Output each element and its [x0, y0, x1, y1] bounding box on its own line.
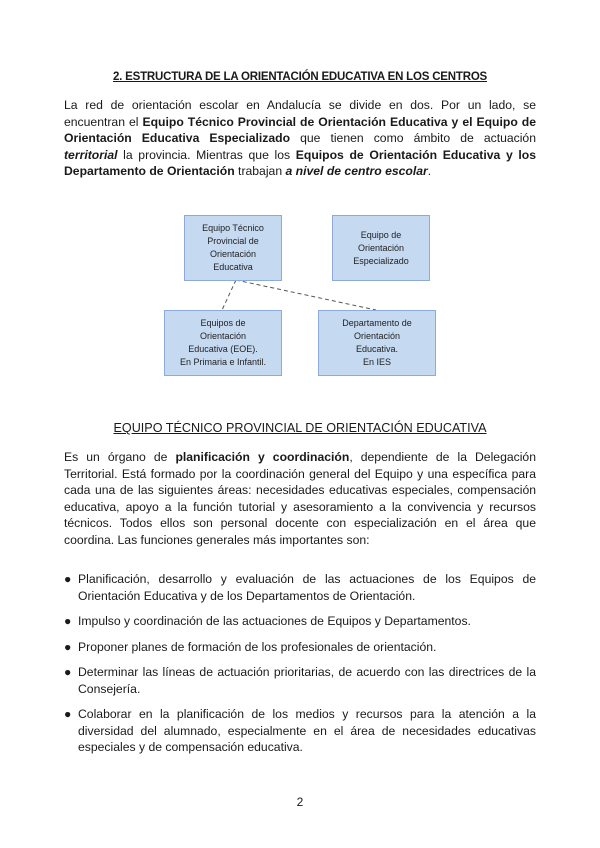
list-item [64, 639, 536, 656]
bullet-icon: ● [64, 614, 72, 628]
diagram-box-eoe-especializado [332, 215, 430, 281]
intro-bold-italic-1: territorial [64, 147, 118, 162]
diagram-box-eoe [164, 310, 282, 376]
list-item-text: Planificación, desarrollo y evaluación de las actuaciones de los Equipos de Orientación Educativa y de los Departamentos de Orientación. [78, 572, 536, 603]
etp-functions-list [64, 571, 536, 765]
section-title: 2. ESTRUCTURA DE LA ORIENTACIÓN EDUCATIVA EN LOS CENTROS [112, 71, 488, 83]
box-line: Especializado [353, 255, 409, 266]
box-line: Equipo de [360, 229, 402, 240]
bullet-icon: ● [64, 572, 72, 586]
intro-text-5: . [427, 164, 432, 178]
bullet-icon: ● [64, 639, 72, 654]
box-line: Orientación [353, 331, 400, 341]
box-line: Educativa [213, 262, 253, 272]
intro-text-4: trabajan [234, 164, 286, 178]
intro-bold-1: Equipo Técnico Provincial de Orientación Educativa y el Equipo de Orientación Educativa Especializado [64, 114, 536, 145]
intro-text-3: la provincia. Mientras que los [117, 147, 296, 162]
list-item [64, 613, 536, 630]
intro-bold-2: Equipos de Orientación Educativa y los Departamento de Orientación [64, 147, 537, 178]
page-number: 2 [296, 795, 304, 809]
box-line: Educativa. [355, 344, 398, 354]
list-item [64, 664, 536, 697]
intro-text-2: que tienen como ámbito de actuación [290, 131, 536, 145]
intro-bold-italic-2: a nivel de centro escolar [285, 164, 428, 178]
list-item-text: Determinar las líneas de actuación prioritarias, de acuerdo con las directrices de la Consejería. [78, 665, 536, 696]
box-line: Equipo Técnico [202, 223, 264, 233]
box-line: En IES [362, 357, 391, 367]
box-line: Orientación [199, 331, 246, 341]
list-item-text: Impulso y coordinación de las actuaciones de Equipos y Departamentos. [78, 614, 471, 628]
connector-etp-to-dpto [236, 280, 376, 310]
diagram-box-departamento [318, 310, 436, 376]
list-item-text: Colaborar en la planificación de los medios y recursos para la atención a la diversidad del alumnado, especialmente en el área de necesidades educativas especiales y de compensación educativa. [78, 707, 536, 754]
intro-text-1: La red de orientación escolar en Andalucía se divide en dos. Por un lado, se encuentran el [64, 98, 536, 129]
etp-paragraph [64, 449, 536, 548]
etp-text-1: Es un órgano de [64, 450, 176, 464]
etp-text-2: , dependiente de la Delegación Territorial. Está formado por la coordinación general del Equipo y una específica para cada una de las siguientes áreas: necesidades educativas especiales, compensación educativa, apoyo a la función tutorial y asesoramiento a la convivencia y recursos técnicos. Todos ellos son personal docente con especialización en el área que coordina. Las funciones generales más importantes son: [64, 450, 536, 547]
list-item [64, 706, 536, 756]
box-line: Provincial de [207, 236, 259, 246]
box-line: En Primaria e Infantil. [179, 357, 267, 367]
bullet-icon: ● [64, 665, 72, 679]
list-item [64, 571, 536, 604]
bullet-icon: ● [64, 707, 72, 721]
box-line: Orientación [357, 242, 404, 253]
box-line: Orientación [209, 249, 257, 259]
connector-etp-to-eoe [222, 280, 236, 310]
box-line: Departamento de [342, 318, 412, 328]
etp-heading: EQUIPO TÉCNICO PROVINCIAL DE ORIENTACIÓN EDUCATIVA [113, 421, 487, 435]
etp-bold-1: planificación y coordinación [175, 450, 350, 464]
box-line: Equipos de [200, 318, 246, 328]
box-line: Educativa (EOE). [188, 344, 258, 354]
diagram-box-etp [184, 215, 282, 281]
list-item-text: Proponer planes de formación de los profesionales de orientación. [78, 639, 437, 654]
